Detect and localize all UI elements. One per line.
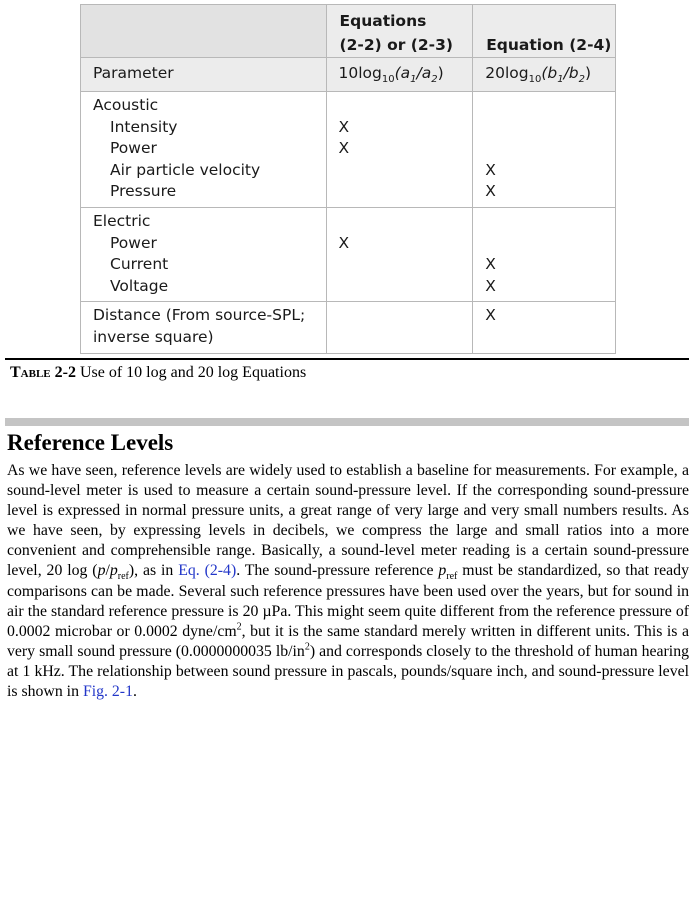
- section-distance: [81, 302, 616, 353]
- section-electric: [81, 208, 616, 302]
- electric-labels-cell: [81, 208, 327, 302]
- distance-label-line2: inverse square): [93, 328, 214, 347]
- header-empty-cell: [81, 5, 327, 58]
- header-col2-line1: Equations: [339, 12, 427, 30]
- mark-air-particle-velocity-col3: X: [485, 160, 496, 179]
- section-divider: [5, 418, 689, 426]
- distance-col3-cell: [473, 302, 616, 353]
- body-paragraph: As we have seen, reference levels are widely used to establish a baseline for measurements. For example, a sound-level meter is used to measure a certain sound-pressure level. If the corresponding sound-pressure level is expressed in normal pressure units, a great range of very large and very small numbers results. As we have seen, by expressing levels in decibels, we compress the large and small ratios into a more convenient and comprehensible range. Basically, a sound-level meter reading is a certain sound-pressure level, 20 $\log (p/p_{ref})$, as in Eq. (2-4). The sound-pressure reference $p_{ref}$ must be standardized, so that ready comparisons can be made. Several such reference pressures have been used over the years, but for sound in air the standard reference pressure is 20 µPa. This might seem quite different from the reference pressure of 0.0002 microbar or 0.0002 dyne/$cm^2$, but it is the same standard merely written in different units. This is a very small sound pressure (0.0000000035 $lb/in^2$) and corresponds closely to the threshold of human hearing at 1 kHz. The relationship between sound pressure in pascals, pounds/square inch, and sound-pressure level is shown in Fig. 2-1.: [7, 462, 690, 701]
- eq-2-4-link[interactable]: Eq. (2-4): [178, 562, 237, 580]
- acoustic-labels-cell: [81, 92, 327, 208]
- section-acoustic: [81, 92, 616, 208]
- fig-2-1-link[interactable]: Fig. 2-1: [82, 683, 133, 701]
- distance-label-cell: [81, 302, 327, 353]
- electric-col2-cell: [326, 208, 473, 302]
- header-col3: Equation (2-4): [486, 36, 612, 54]
- row-label-acoustic-power: Power: [110, 139, 157, 158]
- parameter-label-cell: [81, 58, 327, 92]
- distance-col2-cell: [326, 302, 473, 353]
- distance-label-line1: Distance (From source-SPL;: [93, 306, 306, 325]
- table-caption-text: Use of 10 log and 20 log Equations: [75, 364, 307, 381]
- mark-current-col3: X: [485, 255, 496, 274]
- row-label-electric-power: Power: [110, 233, 157, 252]
- parameter-label: Parameter: [93, 64, 174, 82]
- electric-col3-cell: [473, 208, 616, 302]
- mark-pressure-col3: X: [485, 182, 496, 201]
- formula-10log: $10\log_{10}(a_1/a_2)$: [338, 64, 444, 86]
- acoustic-col3-cell: [473, 92, 616, 208]
- table-header-row: [81, 5, 616, 58]
- header-col2-line2: (2-2) or (2-3): [339, 36, 453, 54]
- table-caption-label: Table 2-2: [10, 364, 76, 381]
- formula-20log-cell: [473, 58, 616, 92]
- formula-20log: $20\log_{10}(b_1/b_2)$: [485, 64, 592, 86]
- row-label-current: Current: [110, 255, 169, 274]
- formula-10log-cell: [326, 58, 473, 92]
- row-label-voltage: Voltage: [110, 276, 169, 295]
- section-heading: Reference Levels: [7, 430, 174, 455]
- mark-electric-power-col2: X: [338, 233, 350, 252]
- mark-acoustic-power-col2: X: [338, 139, 350, 158]
- mark-distance-col3: X: [485, 306, 496, 325]
- mark-voltage-col3: X: [485, 276, 496, 295]
- equations-table: [80, 4, 616, 354]
- acoustic-col2-cell: [326, 92, 473, 208]
- caption-rule: [5, 358, 689, 360]
- equations-table-container: [80, 4, 616, 354]
- row-label-pressure: Pressure: [110, 182, 177, 201]
- section-title-electric: Electric: [93, 212, 151, 231]
- table-caption: [10, 364, 306, 382]
- header-equations-2-2-2-3: [326, 5, 473, 58]
- row-label-air-particle-velocity: Air particle velocity: [110, 160, 261, 179]
- section-title-acoustic: Acoustic: [93, 96, 159, 115]
- mark-intensity-col2: X: [338, 117, 350, 136]
- row-label-intensity: Intensity: [110, 117, 178, 136]
- header-equation-2-4: [473, 5, 616, 58]
- parameter-row: [81, 58, 616, 92]
